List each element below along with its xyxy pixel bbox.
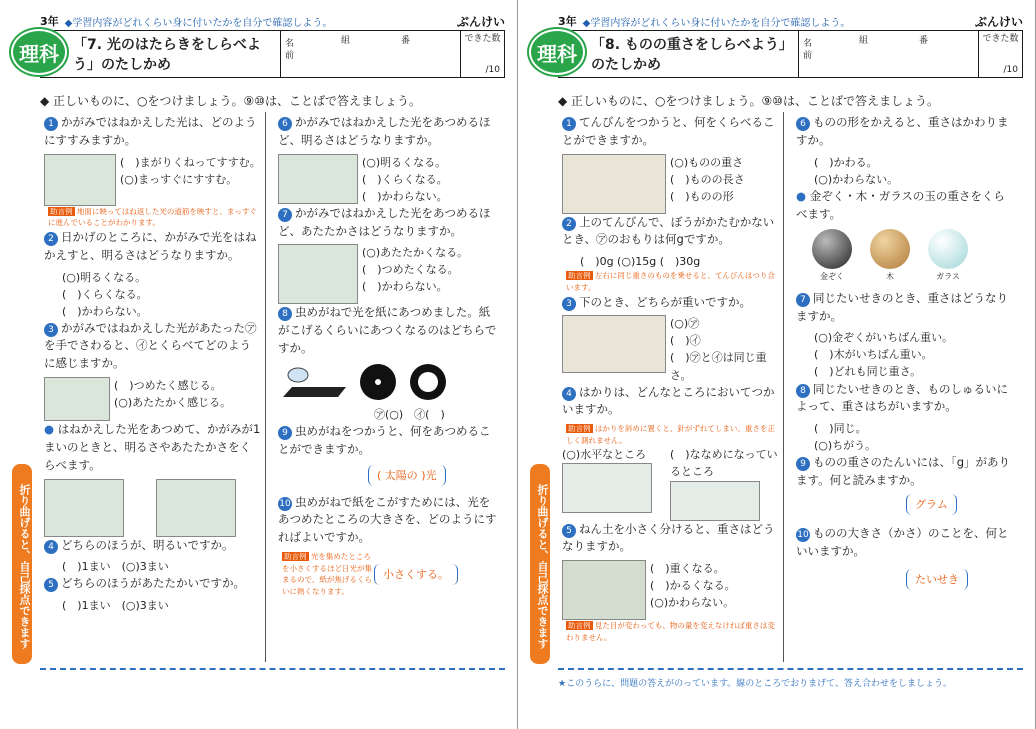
question-text: 虫めがねをつかうと、何をあつめることができますか。	[278, 423, 491, 456]
metal-ball	[812, 229, 852, 283]
question-number: 1	[44, 117, 58, 131]
publisher-label: ぶんけい	[456, 14, 505, 29]
question-number: 3	[562, 297, 576, 311]
grade-label: 3年	[40, 15, 59, 28]
question-text: どちらのほうがあたたかいですか。	[61, 576, 245, 591]
question-6	[796, 114, 1016, 150]
tilted-scale-illustration	[670, 481, 760, 521]
wood-ball-icon	[870, 229, 910, 269]
answer-option[interactable]: ( )くらくなる。	[62, 287, 148, 301]
hint-note: 助言例 見た目が変わっても、物の量を変えなければ重さは変わりません。	[566, 621, 775, 642]
question-1	[562, 114, 780, 150]
bullet-icon: ●	[796, 188, 807, 203]
answer-option[interactable]: ( )かわる。	[814, 155, 878, 169]
three-mirrors-illustration	[156, 479, 236, 537]
footer-note: ★このうらに、問題の答えがのっています。線のところでおりまげて、答え合わせをしましょう。	[558, 679, 952, 689]
glass-ball	[928, 229, 968, 283]
question-text: 下のとき、どちらが重いですか。	[579, 294, 752, 309]
worksheet-title: 「7. 光のはたらきをしらべよう」のたしかめ	[73, 37, 261, 73]
left-column-1	[44, 114, 262, 614]
question-4	[562, 384, 780, 420]
question-number: 2	[44, 232, 58, 246]
answer-option[interactable]: ( )まがりくねってすすむ。	[120, 155, 261, 169]
question-9	[796, 454, 1016, 490]
question-text: 同じたいせきのとき、ものしゅるいによって、重さはちがいますか。	[796, 381, 1009, 414]
question-8	[796, 381, 1016, 417]
answer-box[interactable]: たいせき	[906, 569, 968, 590]
answer-option[interactable]: ( )㋑	[670, 334, 701, 348]
right-column-2	[796, 114, 1016, 590]
answer-option[interactable]: ( )重くなる。	[650, 562, 725, 576]
answer-box[interactable]: ( 太陽の )光	[368, 465, 446, 486]
question-2	[562, 214, 780, 250]
hint-note: 助言例 はかりを斜めに置くと、針がずれてしまい、重さを正しく測れません。	[566, 424, 775, 445]
class-label: 組	[341, 36, 351, 46]
question-10	[796, 525, 1016, 561]
worksheet-header	[537, 30, 1023, 78]
light-warmth-illustration	[278, 244, 358, 304]
question-text: どちらのほうが、明るいですか。	[61, 537, 234, 552]
answer-option[interactable]: ( )かわらない。	[62, 304, 148, 318]
question-text: 虫めがねで光を紙にあつめました。紙がこげるくらいにあつくなるのはどちらですか。	[278, 305, 497, 356]
name-label: 名前	[803, 39, 813, 61]
hint-text: 左右に同じ重さのものを乗せると、てんびんはつり合います。	[566, 271, 775, 292]
name-label: 名前	[285, 39, 295, 61]
question-number: 9	[278, 426, 292, 440]
glass-ball-icon	[928, 229, 968, 269]
score-label: できた数	[464, 34, 501, 44]
column-divider	[265, 112, 266, 662]
name-box[interactable]	[280, 31, 460, 77]
answer-option[interactable]: ( )ななめになっているところ	[670, 448, 778, 479]
question-number: 2	[562, 217, 576, 231]
answer-option[interactable]: (○)明るくなる。	[62, 270, 147, 284]
instruction: ◆ 正しいものに、○をつけましょう。⑨⑩は、ことばで答えましょう。	[40, 94, 422, 108]
question-number: 9	[796, 457, 810, 471]
question-2	[44, 229, 262, 265]
question-7	[278, 205, 498, 241]
answer-option[interactable]: ( )かわらない。	[362, 280, 448, 294]
question-text: かがみではねかえした光があたった㋐を手でさわると、㋑とくらべてどのように感じますか。	[44, 320, 257, 371]
answer-option[interactable]: (○)かわらない。	[814, 172, 899, 186]
question-number: 8	[796, 384, 810, 398]
answer-option[interactable]: ( )くらくなる。	[362, 172, 448, 186]
question-number: 1	[562, 117, 576, 131]
answer-options[interactable]: ㋐(○) ㋑( )	[374, 407, 445, 421]
answer-box[interactable]: グラム	[906, 494, 957, 515]
question-number: 6	[278, 117, 292, 131]
question-6	[278, 114, 498, 150]
number-label: 番	[919, 36, 929, 46]
left-column-2	[278, 114, 498, 597]
goal-text: ◆学習内容がどれくらい身に付いたかを自分で確認しよう。	[582, 17, 851, 29]
hint-text: 光を集めたところを小さくするほど日光が集まるので、紙が焦げるくらいに熱くなります。	[282, 551, 372, 596]
right-worksheet	[518, 0, 1036, 729]
subject-badge: 理科	[11, 29, 67, 75]
question-number: 4	[562, 387, 576, 401]
top-strip	[40, 12, 505, 30]
question-text: ものの重さのたんいには、「g」があります。何と読みますか。	[796, 455, 1011, 488]
answer-option[interactable]: (○)水平なところ	[562, 448, 647, 462]
worksheet-title: 「8. ものの重さをしらべよう」のたしかめ	[591, 37, 793, 73]
hint-note: 助言例 光を集めたところを小さくするほど日光が集まるので、紙が焦げるくらいに熱くなります。	[282, 551, 372, 596]
balance-illustration	[562, 154, 666, 214]
material-balls	[796, 229, 1016, 283]
question-text: てんびんをつかうと、何をくらべることができますか。	[562, 115, 775, 147]
question-text: かがみではねかえした光は、どのようにすすみますか。	[44, 115, 257, 147]
name-box[interactable]	[798, 31, 978, 77]
intro-text: はねかえした光をあつめて、かがみが1まいのときと、明るさやあたたかさをくらべます。	[44, 422, 261, 472]
publisher-label: ぶんけい	[974, 14, 1023, 29]
right-column-1	[562, 114, 780, 643]
answer-option[interactable]: (○)かわらない。	[650, 596, 735, 610]
question-number: 5	[44, 578, 58, 592]
answer-option[interactable]: ( )つめたく感じる。	[114, 379, 222, 393]
answer-option[interactable]: (○)あたたかくなる。	[362, 246, 469, 260]
answer-option[interactable]: ( )かるくなる。	[650, 579, 736, 593]
column-divider	[783, 112, 784, 662]
question-text: 同じたいせきのとき、重さはどうなりますか。	[796, 290, 1009, 323]
answer-option[interactable]: ( )㋐と㋑は同じ重さ。	[670, 351, 767, 382]
question-8	[278, 304, 498, 357]
question-4	[44, 537, 262, 555]
answer-option[interactable]: (○)ちがう。	[814, 439, 877, 453]
clay-illustration	[562, 560, 646, 620]
answer-option[interactable]: ( )どれも同じ重さ。	[814, 365, 922, 379]
fold-tab: 折り曲げると、自己採点できます	[530, 464, 550, 664]
question-78-intro	[796, 188, 1016, 224]
score-box[interactable]	[460, 31, 504, 77]
answer-option[interactable]: (○)まっすぐにすすむ。	[120, 172, 238, 186]
question-number: 8	[278, 307, 292, 321]
score-label: できた数	[982, 34, 1019, 44]
metal-ball-icon	[812, 229, 852, 269]
bullet-icon: ●	[44, 422, 55, 437]
answer-option[interactable]: ( )ものの長さ	[670, 172, 745, 186]
question-text: 上のてんびんで、ぼうがかたむかないとき、㋐のおもりは何gですか。	[562, 214, 775, 247]
question-text: はかりは、どんなところにおいてつかいますか。	[562, 384, 775, 417]
question-text: ねん土を小さく分けると、重さはどうなりますか。	[562, 521, 775, 554]
large-focus-spot-icon	[408, 362, 448, 402]
question-number: 10	[279, 498, 291, 509]
question-number: 10	[797, 529, 809, 540]
wood-ball	[870, 229, 910, 283]
fold-line	[40, 668, 505, 694]
question-5	[44, 575, 262, 593]
answer-options[interactable]: ( )1まい (○)3まい	[62, 560, 169, 574]
worksheet-header	[19, 30, 505, 78]
answer-option[interactable]: ( )ものの形	[670, 189, 734, 203]
score-total: /10	[1003, 65, 1018, 75]
question-3	[44, 320, 262, 373]
score-box[interactable]	[978, 31, 1022, 77]
grade-label: 3年	[558, 15, 577, 28]
question-1	[44, 114, 262, 150]
light-brightness-illustration	[278, 154, 358, 204]
instruction: ◆ 正しいものに、○をつけましょう。⑨⑩は、ことばで答えましょう。	[558, 94, 940, 108]
question-text: ものの形をかえると、重さはかわりますか。	[796, 115, 1009, 147]
answer-option[interactable]: ( )かわらない。	[362, 189, 448, 203]
question-45-intro	[44, 421, 262, 474]
score-total: /10	[485, 65, 500, 75]
answer-options[interactable]: ( )0g (○)15g ( )30g	[580, 255, 701, 269]
answer-option[interactable]: ( )同じ。	[814, 422, 867, 436]
number-label: 番	[401, 36, 411, 46]
answer-option[interactable]: (○)あたたかく感じる。	[114, 396, 232, 410]
hint-text: 見た目が変わっても、物の量を変えなければ重さは変わりません。	[566, 621, 775, 642]
question-10	[278, 494, 498, 547]
answer-option[interactable]: ( )つめたくなる。	[362, 263, 459, 277]
question-text: かがみではねかえした光をあつめるほど、あたたかさはどうなりますか。	[278, 205, 491, 238]
goal-text: ◆学習内容がどれくらい身に付いたかを自分で確認しよう。	[64, 17, 333, 29]
mirror-illustration	[44, 154, 116, 206]
question-number: 7	[278, 208, 292, 222]
question-5	[562, 521, 780, 557]
question-3	[562, 294, 780, 312]
ball-label: 木	[886, 272, 894, 282]
question-number: 3	[44, 323, 58, 337]
hint-note: 助言例 左右に同じ重さのものを乗せると、てんびんはつり合います。	[566, 271, 775, 292]
question-number: 6	[796, 117, 810, 131]
flat-scale-illustration	[562, 463, 652, 513]
fold-tab: 折り曲げると、自己採点できます	[12, 464, 32, 664]
answer-option[interactable]: (○)㋐	[670, 317, 700, 331]
intro-text: 金ぞく・木・ガラスの玉の重さをくらべます。	[796, 188, 1005, 221]
answer-option[interactable]: (○)金ぞくがいちばん重い。	[814, 331, 954, 345]
hint-text: 地面に映ってはね返した光の道筋を映すと、まっすぐに進んでいることがわかります。	[48, 206, 257, 228]
question-7	[796, 290, 1016, 326]
answer-box[interactable]: 小さくする。	[374, 564, 458, 585]
hint-text: はかりを斜めに置くと、針がずれてしまい、重さを正しく測れません。	[566, 424, 775, 445]
question-9	[278, 423, 498, 459]
question-text: 日かげのところに、かがみで光をはねかえすと、明るさはどうなりますか。	[44, 229, 257, 262]
answer-option[interactable]: (○)明るくなる。	[362, 155, 447, 169]
question-number: 5	[562, 524, 576, 538]
top-strip	[558, 12, 1023, 30]
unbalanced-scale-illustration	[562, 315, 666, 373]
question-text: かがみではねかえした光をあつめるほど、明るさはどうなりますか。	[278, 115, 491, 147]
question-text: 虫めがねで紙をこがすためには、光をあつめたところの大きさを、どのようにすればよいですか。	[278, 494, 497, 545]
fold-line	[558, 668, 1023, 694]
answer-option[interactable]: (○)ものの重さ	[670, 155, 744, 169]
small-focus-spot-icon	[358, 362, 398, 402]
question-number: 7	[796, 293, 810, 307]
answer-options[interactable]: ( )1まい (○)3まい	[62, 599, 169, 613]
one-mirror-illustration	[44, 479, 124, 537]
class-label: 組	[859, 36, 869, 46]
ball-label: 金ぞく	[820, 272, 844, 282]
ball-label: ガラス	[936, 272, 960, 282]
subject-badge: 理科	[529, 29, 585, 75]
touch-wall-illustration	[44, 377, 110, 421]
hint-note: 助言例 地面に映ってはね返した光の道筋を映すと、まっすぐに進んでいることがわかります。	[48, 206, 257, 228]
question-text: ものの大きさ（かさ）のことを、何といいますか。	[796, 525, 1009, 558]
answer-option[interactable]: ( )木がいちばん重い。	[814, 348, 933, 362]
question-number: 4	[44, 540, 58, 554]
magnifier-illustration	[278, 365, 348, 399]
